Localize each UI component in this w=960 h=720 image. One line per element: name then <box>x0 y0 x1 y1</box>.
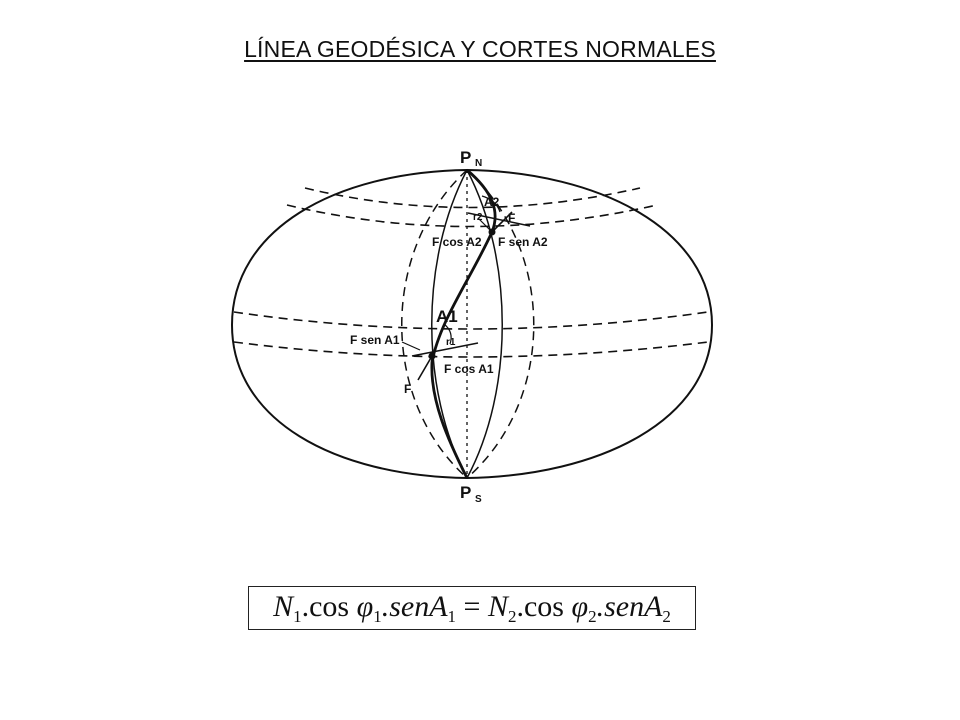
formula-phi1: φ <box>356 589 374 623</box>
ellipsoid-outline <box>232 170 712 478</box>
force-vector-1 <box>418 356 432 380</box>
formula-n1: N <box>273 589 294 623</box>
formula-sen1-sub: 1 <box>447 606 457 626</box>
pole-north-sub: N <box>475 158 483 169</box>
point-2 <box>489 229 496 236</box>
tangent-line-1 <box>412 343 478 356</box>
fsena1-arrow <box>402 342 420 350</box>
force-bottom-label: F <box>404 382 412 396</box>
pole-south-label: P <box>460 483 472 502</box>
force-top-label: F <box>508 211 516 225</box>
formula-n2-sub: 2 <box>507 606 517 626</box>
formula-equals: = <box>456 589 488 623</box>
f-sen-a1-label: F sen A1 <box>350 333 400 347</box>
point-1 <box>429 353 436 360</box>
formula-phi2-sub: 2 <box>588 606 597 626</box>
geodesic-formula <box>273 590 671 627</box>
formula-phi2: φ <box>571 589 589 623</box>
formula-box <box>248 586 696 630</box>
f-sen-a2-label: F sen A2 <box>498 235 548 249</box>
pole-north-label: P <box>460 148 472 167</box>
azimuth-2-label: A2 <box>484 195 500 209</box>
formula-sen2: .senA <box>596 589 663 623</box>
f-cos-a2-label: F cos A2 <box>432 235 482 249</box>
formula-cos2: .cos <box>516 589 564 623</box>
f-cos-a1-label: F cos A1 <box>444 362 494 376</box>
formula-phi1-sub: 1 <box>373 606 382 626</box>
r1-label: r1 <box>446 337 456 348</box>
pole-south-sub: S <box>475 494 482 505</box>
formula-n2: N <box>487 589 508 623</box>
formula-sen1: .senA <box>381 589 448 623</box>
formula-cos1: .cos <box>301 589 350 623</box>
r2-label: r2 <box>473 212 483 223</box>
page-title: LÍNEA GEODÉSICA Y CORTES NORMALES <box>244 36 716 62</box>
azimuth-1-label: A1 <box>436 307 458 326</box>
formula-n1-sub: 1 <box>293 606 302 626</box>
middle-parallel-2 <box>234 312 708 329</box>
formula-sen2-sub: 2 <box>662 606 671 626</box>
